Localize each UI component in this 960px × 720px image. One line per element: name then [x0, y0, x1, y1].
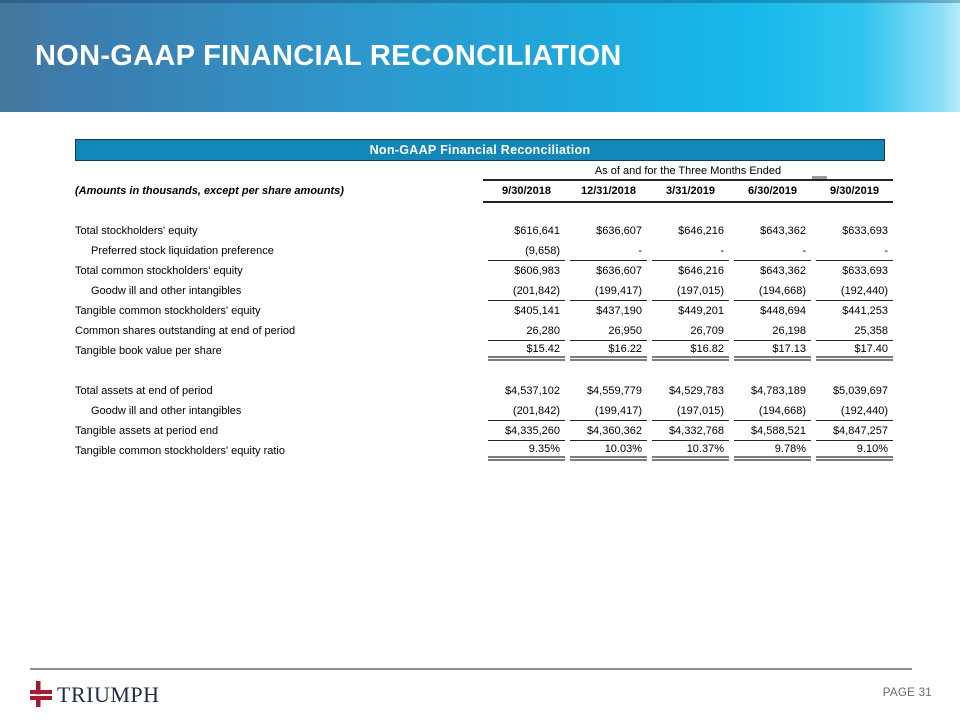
row-value: $4,332,768	[652, 421, 729, 441]
row-value: (199,417)	[570, 281, 647, 301]
row-value: $4,335,260	[488, 421, 565, 441]
row-value: $643,362	[760, 225, 806, 237]
row-label: Common shares outstanding at end of period	[75, 325, 296, 337]
row-value: -	[570, 241, 647, 261]
row-label: Tangible assets at period end	[75, 425, 219, 437]
row-value: -	[652, 241, 729, 261]
row-value: 10.03%	[570, 441, 647, 461]
row-value: $606,983	[514, 265, 560, 277]
row-value: (199,417)	[570, 401, 647, 421]
row-value: $5,039,697	[832, 385, 888, 397]
table-row	[75, 321, 893, 341]
row-label: Tangible common stockholders' equity	[75, 305, 261, 317]
row-value: (194,668)	[734, 281, 811, 301]
row-label: Goodw ill and other intangibles	[91, 285, 242, 297]
row-value: $16.22	[570, 341, 647, 361]
row-value: $4,529,783	[668, 385, 724, 397]
row-label: Total assets at end of period	[75, 385, 213, 397]
column-header-rule	[483, 201, 893, 203]
column-header-row	[75, 181, 893, 201]
row-label: Preferred stock liquidation preference	[91, 245, 274, 257]
column-header: 6/30/2019	[748, 185, 797, 197]
row-label: Total common stockholders' equity	[75, 265, 243, 277]
table-body	[75, 221, 893, 461]
row-value: (192,440)	[816, 281, 893, 301]
logo-text: TRIUMPH	[57, 681, 160, 707]
period-header-label: As of and for the Three Months Ended	[594, 165, 782, 177]
row-value: $633,693	[842, 225, 888, 237]
triumph-logo	[30, 681, 160, 708]
row-value: 25,358	[816, 321, 893, 341]
row-value: $643,362	[760, 265, 806, 277]
row-value: $4,360,362	[570, 421, 647, 441]
row-value: 26,709	[652, 321, 729, 341]
row-label: Total stockholders' equity	[75, 225, 198, 237]
row-value: 26,280	[488, 321, 565, 341]
row-value: $15.42	[488, 341, 565, 361]
row-value: (192,440)	[816, 401, 893, 421]
table-row	[75, 301, 893, 321]
page-number: PAGE 31	[882, 687, 932, 699]
row-value: (201,842)	[488, 401, 565, 421]
row-label: Goodw ill and other intangibles	[91, 405, 242, 417]
row-value: 9.10%	[816, 441, 893, 461]
table-row	[75, 281, 893, 301]
table-row	[75, 221, 893, 241]
row-value: (197,015)	[652, 281, 729, 301]
column-header: 9/30/2018	[502, 185, 551, 197]
row-value: $4,559,779	[586, 385, 642, 397]
column-header: 9/30/2019	[830, 185, 879, 197]
row-value: $636,607	[596, 265, 642, 277]
row-value: $616,641	[514, 225, 560, 237]
table-row	[75, 441, 893, 461]
amounts-note: (Amounts in thousands, except per share amounts)	[75, 185, 344, 197]
table-row	[75, 341, 893, 361]
row-label: Tangible book value per share	[75, 345, 222, 357]
row-value: (9,658)	[488, 241, 565, 261]
row-value: $17.40	[816, 341, 893, 361]
row-value: $4,537,102	[504, 385, 560, 397]
footer-divider	[30, 668, 912, 670]
row-value: $4,847,257	[816, 421, 893, 441]
triumph-cross-icon	[30, 681, 54, 708]
row-value: 26,950	[570, 321, 647, 341]
row-value: $405,141	[514, 305, 560, 317]
table-row	[75, 381, 893, 401]
table-row	[75, 401, 893, 421]
row-value: $449,201	[678, 305, 724, 317]
table-row	[75, 241, 893, 261]
row-value: 9.35%	[488, 441, 565, 461]
table-caption: Non-GAAP Financial Reconciliation	[75, 139, 885, 161]
row-value: $646,216	[678, 225, 724, 237]
decorative-dash	[812, 176, 827, 179]
row-value: -	[816, 241, 893, 261]
row-value: $437,190	[596, 305, 642, 317]
row-value: (201,842)	[488, 281, 565, 301]
table-row	[75, 261, 893, 281]
section-gap	[75, 361, 893, 381]
row-value: 9.78%	[734, 441, 811, 461]
page-title: NON-GAAP FINANCIAL RECONCILIATION	[35, 40, 622, 72]
row-value: $17.13	[734, 341, 811, 361]
row-value: -	[734, 241, 811, 261]
row-value: 26,198	[734, 321, 811, 341]
row-label: Tangible common stockholders' equity ratio	[75, 445, 285, 457]
row-value: $636,607	[596, 225, 642, 237]
reconciliation-table	[75, 139, 893, 461]
row-value: (194,668)	[734, 401, 811, 421]
row-value: $448,694	[760, 305, 806, 317]
slide-header-bar	[0, 0, 960, 112]
row-value: $4,588,521	[734, 421, 811, 441]
row-value: $4,783,189	[750, 385, 806, 397]
row-value: $441,253	[842, 305, 888, 317]
table-row	[75, 421, 893, 441]
row-value: $633,693	[842, 265, 888, 277]
row-value: (197,015)	[652, 401, 729, 421]
row-value: $16.82	[652, 341, 729, 361]
row-value: 10.37%	[652, 441, 729, 461]
period-header-row	[483, 165, 893, 181]
column-header: 12/31/2018	[580, 185, 637, 197]
row-value: $646,216	[678, 265, 724, 277]
column-header: 3/31/2019	[666, 185, 715, 197]
